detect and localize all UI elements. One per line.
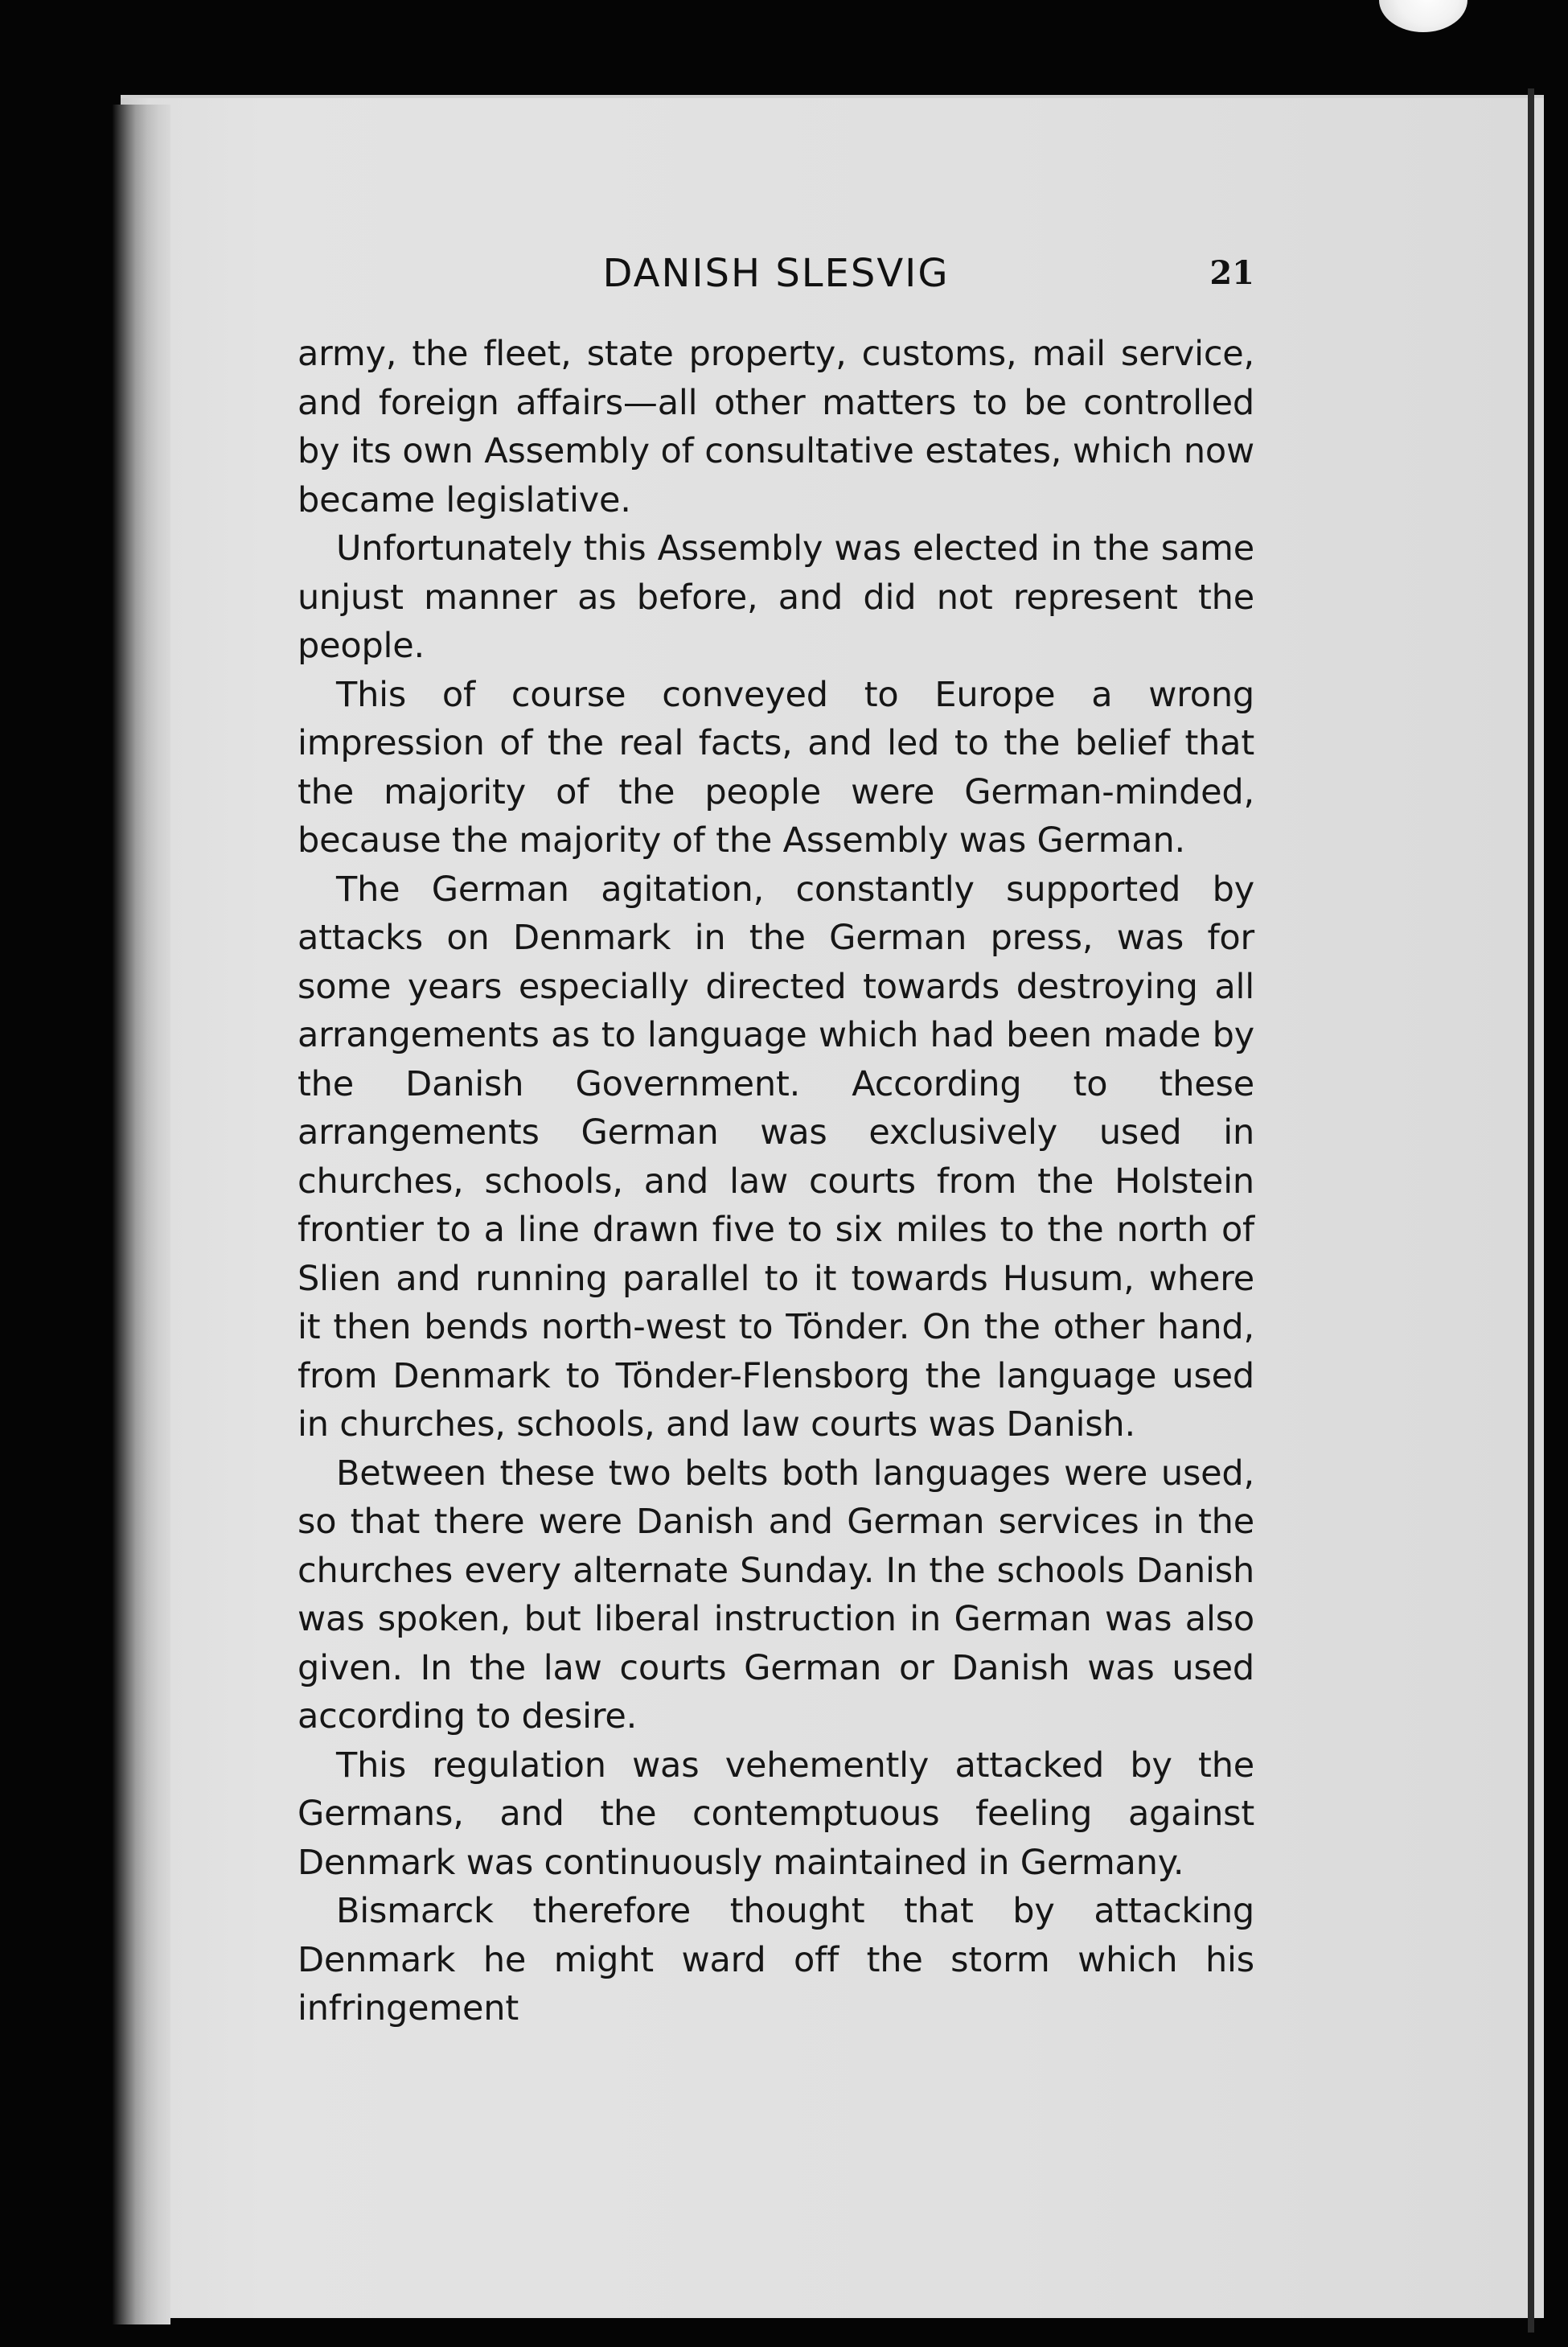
page-number: 21 bbox=[1209, 254, 1254, 292]
binding-gutter-shadow bbox=[113, 105, 170, 2324]
running-head: DANISH SLESVIG bbox=[602, 251, 950, 296]
paragraph-continued: army, the fleet, state property, customs, mail service, and foreign affairs—all other matters to be controlled by its own Assembly of consultative estates, which now became legislative. bbox=[298, 334, 1254, 520]
paragraph: Bismarck therefore thought that by attacking Denmark he might ward off the storm which his infringement bbox=[298, 1891, 1254, 2028]
paragraph: This regulation was vehemently attacked by the Germans, and the contemptuous feeling against Denmark was continuously maintained in Germany. bbox=[298, 1745, 1254, 1883]
body-text bbox=[298, 330, 1254, 2033]
page-edge bbox=[1528, 88, 1534, 2333]
paragraph: Unfortunately this Assembly was elected in the same unjust manner as before, and did not represent the people. bbox=[298, 528, 1254, 666]
paragraph: This of course conveyed to Europe a wrong impression of the real facts, and led to the belief that the majority of the people were German-minded, because the majority of the Assembly was German. bbox=[298, 674, 1254, 861]
page-header bbox=[298, 251, 1254, 299]
corner-smudge bbox=[1379, 0, 1467, 32]
paragraph: The German agitation, constantly supported by attacks on Denmark in the German press, was for some years especially directed towards destroying all arrangements as to language which had been made by the Danish Government. According to these arrangements German was exclusively used in churches, schools, and law courts from the Holstein frontier to a line drawn five to six miles to the north of Slien and running parallel to it towards Husum, where it then bends north-west to Tönder. On the other hand, from Denmark to Tönder-Flensborg the language used in churches, schools, and law courts was Danish. bbox=[298, 869, 1254, 1445]
paragraph: Between these two belts both languages were used, so that there were Danish and German services in the churches every alternate Sunday. In the schools Danish was spoken, but liberal instruction in German was also given. In the law courts German or Danish was used according to desire. bbox=[298, 1453, 1254, 1737]
